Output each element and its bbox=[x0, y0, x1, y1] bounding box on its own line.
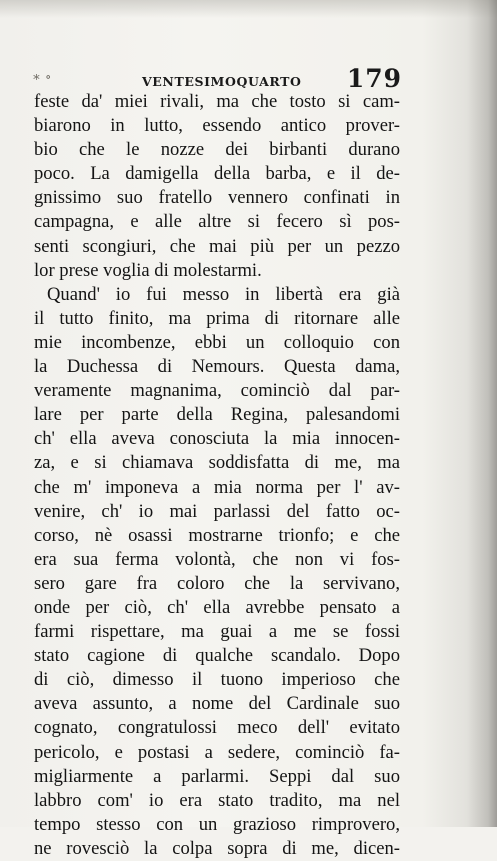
text-line: di ciò, dimesso il tuono imperioso che bbox=[34, 669, 400, 691]
text-line: bio che le nozze dei birbanti durano bbox=[34, 139, 400, 161]
text-line: ne rovesciò la colpa sopra di me, dicen- bbox=[34, 837, 400, 859]
text-line: farmi rispettare, ma guai a me se fossi bbox=[34, 621, 400, 643]
text-line: sero gare fra coloro che la servivano, bbox=[34, 572, 400, 594]
text-line: venire, ch' io mai parlassi del fatto oc- bbox=[34, 500, 400, 522]
text-line: labbro com' io era stato tradito, ma nel bbox=[34, 789, 400, 811]
page-top-shadow bbox=[0, 0, 497, 18]
text-line: poco. La damigella della barba, e il de- bbox=[34, 163, 400, 185]
header-ornament: ∗ ∘ bbox=[32, 70, 52, 85]
text-line: biarono in lutto, essendo antico prover- bbox=[34, 115, 400, 137]
text-line: era sua ferma volontà, che non vi fos- bbox=[34, 548, 400, 570]
text-line: senti scongiuri, che mai più per un pezzo bbox=[34, 235, 400, 257]
text-line: campagna, e alle altre si fecero sì pos- bbox=[34, 211, 400, 233]
page-gutter-shadow bbox=[467, 0, 497, 827]
text-line: gnissimo suo fratello vennero confinati in bbox=[34, 187, 400, 209]
text-line: pericolo, e postasi a sedere, cominciò fa- bbox=[34, 741, 400, 763]
running-head: VENTESIMOQUARTO bbox=[142, 74, 302, 89]
page-number: 179 bbox=[346, 64, 402, 93]
text-line: corso, nè osassi mostrarne trionfo; e che bbox=[34, 524, 400, 546]
text-line: migliarmente a parlarmi. Seppi dal suo bbox=[34, 765, 400, 787]
text-line: veramente magnanima, cominciò dal par- bbox=[34, 380, 400, 402]
text-line: il tutto finito, ma prima di ritornare alle bbox=[34, 307, 400, 329]
text-line: che m' imponeva a mia norma per l' av- bbox=[34, 476, 400, 498]
text-line: za, e si chiamava soddisfatta di me, ma bbox=[34, 452, 400, 474]
paragraph-end-line: lor prese voglia di molestarmi. bbox=[34, 259, 262, 281]
paragraph-start-line: Quand' io fui messo in libertà era già bbox=[47, 283, 400, 305]
text-line: lare per parte della Regina, palesandomi bbox=[34, 404, 400, 426]
text-line: onde per ciò, ch' ella avrebbe pensato a bbox=[34, 596, 400, 618]
text-line: tempo stesso con un grazioso rimprovero, bbox=[34, 813, 400, 835]
text-line: la Duchessa di Nemours. Questa dama, bbox=[34, 356, 400, 378]
text-line: stato cagione di qualche scandalo. Dopo bbox=[34, 645, 400, 667]
text-line: feste da' miei rivali, ma che tosto si cam- bbox=[34, 91, 400, 112]
text-line: cognato, congratulossi meco dell' evitato bbox=[34, 717, 400, 739]
text-line: aveva assunto, a nome del Cardinale suo bbox=[34, 693, 400, 715]
body-text bbox=[34, 90, 400, 861]
text-line: ch' ella aveva conosciuta la mia innocen- bbox=[34, 428, 400, 450]
text-line: mie incombenze, ebbi un colloquio con bbox=[34, 331, 400, 353]
